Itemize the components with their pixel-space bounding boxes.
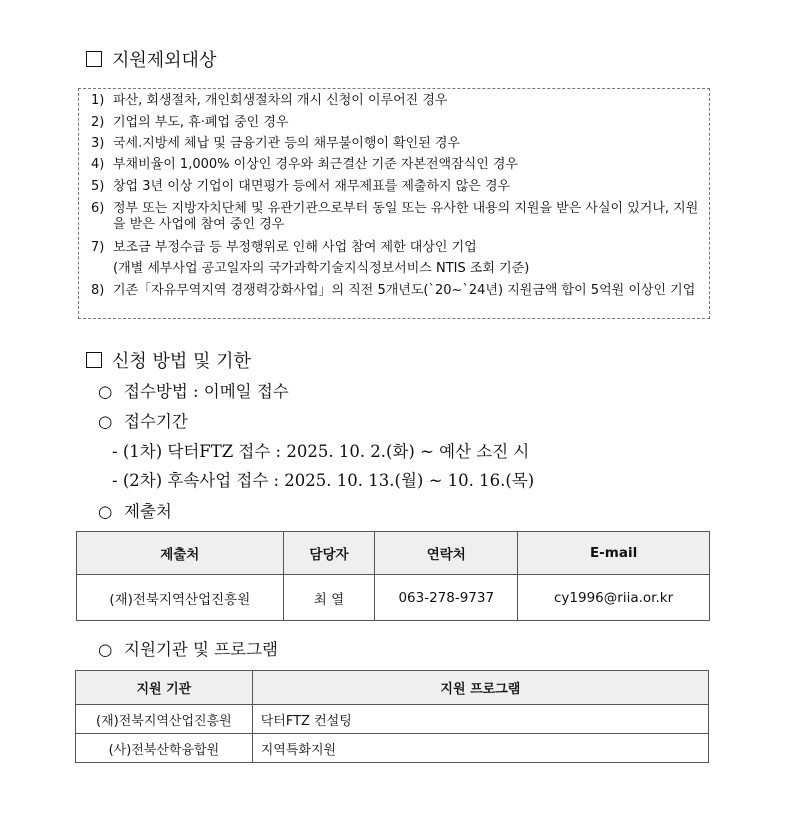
bullet-period: ○ 접수기간	[98, 412, 188, 431]
table-header: E-mail	[518, 532, 710, 575]
exclusion-item: 6) 정부 또는 지방자치단체 및 유관기관으로부터 동일 또는 유사한 내용의 지원을 받은 사실이 있거나, 지원을 받은 사업에 참여 중인 경우	[91, 201, 699, 232]
table-cell: 063-278-9737	[375, 575, 518, 621]
table-cell: (재)전북지역산업진흥원	[76, 705, 253, 734]
table-header-row	[76, 671, 709, 705]
section-application-heading	[86, 347, 251, 373]
bullet-method: ○ 접수방법 : 이메일 접수	[98, 382, 289, 401]
table-header: 지원 기관	[76, 671, 253, 705]
contact-table	[76, 531, 710, 621]
table-cell: 최 열	[283, 575, 375, 621]
section-application-title: 신청 방법 및 기한	[112, 351, 251, 372]
checkbox-square-icon	[86, 51, 102, 67]
exclusion-list-box	[78, 88, 710, 319]
table-cell: (재)전북지역산업진흥원	[77, 575, 284, 621]
exclusion-item: 1) 파산, 회생절차, 개인회생절차의 개시 신청이 이루어진 경우	[91, 93, 448, 108]
exclusion-item-note: (개별 세부사업 공고일자의 국가과학기술지식정보서비스 NTIS 조회 기준)	[113, 261, 530, 276]
table-row	[77, 575, 710, 621]
exclusion-item: 2) 기업의 부도, 휴·폐업 중인 경우	[91, 115, 289, 130]
email-link[interactable]: cy1996@riia.or.kr	[518, 575, 710, 621]
table-row	[76, 734, 709, 763]
table-row	[76, 705, 709, 734]
circle-bullet-icon: ○	[98, 412, 113, 431]
table-cell: 닥터FTZ 컨설팅	[252, 705, 708, 734]
table-cell: 지역특화지원	[252, 734, 708, 763]
program-table	[75, 670, 709, 763]
period-second: - (2차) 후속사업 접수 : 2025. 10. 13.(월) ~ 10. 16.(목)	[112, 471, 535, 490]
table-header: 담당자	[283, 532, 375, 575]
section-exclusion-heading	[86, 46, 216, 72]
bullet-submit: ○ 제출처	[98, 502, 172, 521]
table-header: 연락처	[375, 532, 518, 575]
circle-bullet-icon: ○	[98, 502, 113, 521]
table-cell: (사)전북산학융합원	[76, 734, 253, 763]
section-exclusion-title: 지원제외대상	[112, 50, 217, 71]
exclusion-item: 8) 기존「자유무역지역 경쟁력강화사업」의 직전 5개년도(`20~`24년) 지원금액 합이 5억원 이상인 기업	[91, 283, 696, 298]
exclusion-item: 5) 창업 3년 이상 기업이 대면평가 등에서 재무제표를 제출하지 않은 경우	[91, 179, 511, 194]
circle-bullet-icon: ○	[98, 382, 113, 401]
table-header-row	[77, 532, 710, 575]
exclusion-item: 4) 부채비율이 1,000% 이상인 경우와 최근결산 기준 자본전액잠식인 경우	[91, 157, 519, 172]
exclusion-item: 7) 보조금 부정수급 등 부정행위로 인해 사업 참여 제한 대상인 기업	[91, 240, 477, 255]
table-header: 지원 프로그램	[252, 671, 708, 705]
table-header: 제출처	[77, 532, 284, 575]
circle-bullet-icon: ○	[98, 640, 113, 659]
bullet-programs: ○ 지원기관 및 프로그램	[98, 640, 278, 659]
checkbox-square-icon	[86, 352, 102, 368]
exclusion-item: 3) 국세.지방세 체납 및 금융기관 등의 채무불이행이 확인된 경우	[91, 136, 461, 151]
period-first: - (1차) 닥터FTZ 접수 : 2025. 10. 2.(화) ~ 예산 소진 시	[112, 442, 530, 461]
